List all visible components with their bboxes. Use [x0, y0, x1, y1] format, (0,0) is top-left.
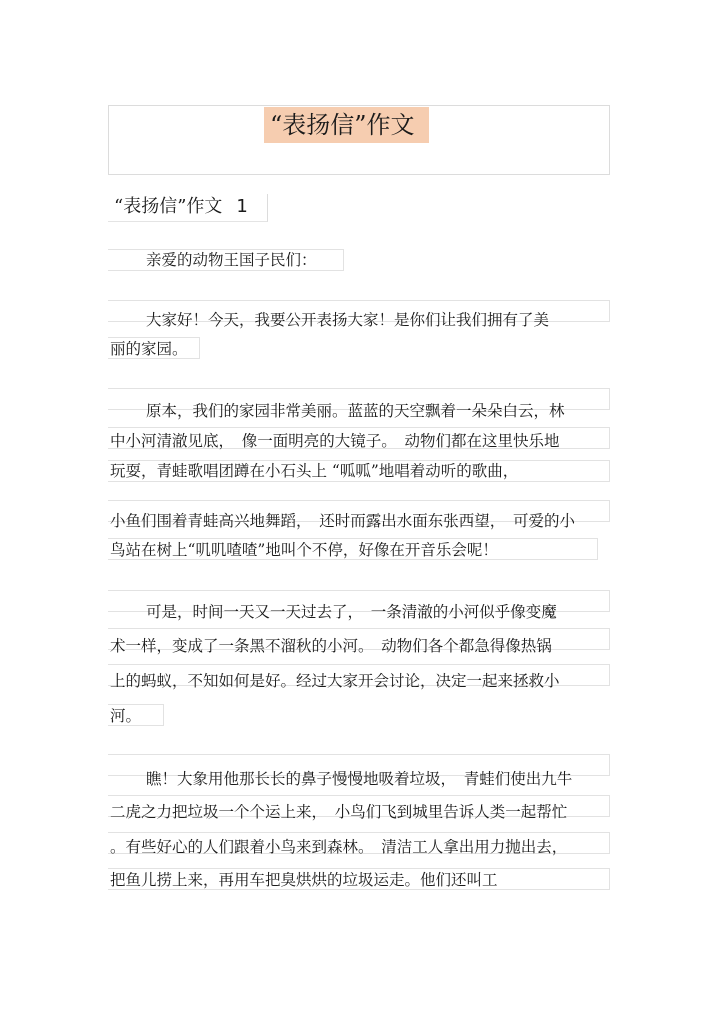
section-heading-text: “表扬信”作文: [114, 196, 223, 217]
body-line: 丽的家园。: [110, 340, 188, 358]
body-line: 把鱼儿捞上来，再用车把臭烘烘的垃圾运走。他们还叫工: [110, 871, 498, 889]
body-line: 原本，我们的家园非常美丽。蓝蓝的天空飘着一朵朵白云，林: [146, 402, 565, 420]
body-line: 二虎之力把垃圾一个个运上来， 小鸟们飞到城里告诉人类一起帮忙: [110, 803, 568, 821]
body-line: 河。: [110, 707, 142, 725]
body-line: 。有些好心的人们跟着小鸟来到森林。 清洁工人拿出用力抛出去，: [110, 838, 568, 856]
body-line: 大家好！今天，我要公开表扬大家！是你们让我们拥有了美: [146, 311, 550, 329]
body-line: 玩耍，青蛙歌唱团蹲在小石头上 “呱呱”地唱着动听的歌曲，: [110, 462, 519, 480]
body-line: 小鱼们围着青蛙高兴地舞蹈， 还时而露出水面东张西望， 可爱的小: [110, 512, 576, 530]
body-line: 术一样，变成了一条黑不溜秋的小河。 动物们各个都急得像热锅: [110, 637, 552, 655]
body-line: 亲爱的动物王国子民们：: [146, 251, 317, 269]
section-heading: [114, 193, 248, 221]
body-line: 可是，时间一天又一天过去了， 一条清澈的小河似乎像变魔: [146, 603, 557, 621]
body-line: 鸟站在树上“叽叽喳喳”地叫个不停，好像在开音乐会呢！: [110, 541, 498, 559]
body-line: 瞧！大象用他那长长的鼻子慢慢地吸着垃圾， 青蛙们使出九牛: [146, 770, 573, 788]
section-heading-number: 1: [236, 196, 248, 217]
document-title: “表扬信”作文: [264, 107, 429, 143]
body-line: 中小河清澈见底， 像一面明亮的大镜子。 动物们都在这里快乐地: [110, 432, 560, 450]
body-line: 上的蚂蚁，不知如何是好。经过大家开会讨论，决定一起来拯救小: [110, 672, 560, 690]
